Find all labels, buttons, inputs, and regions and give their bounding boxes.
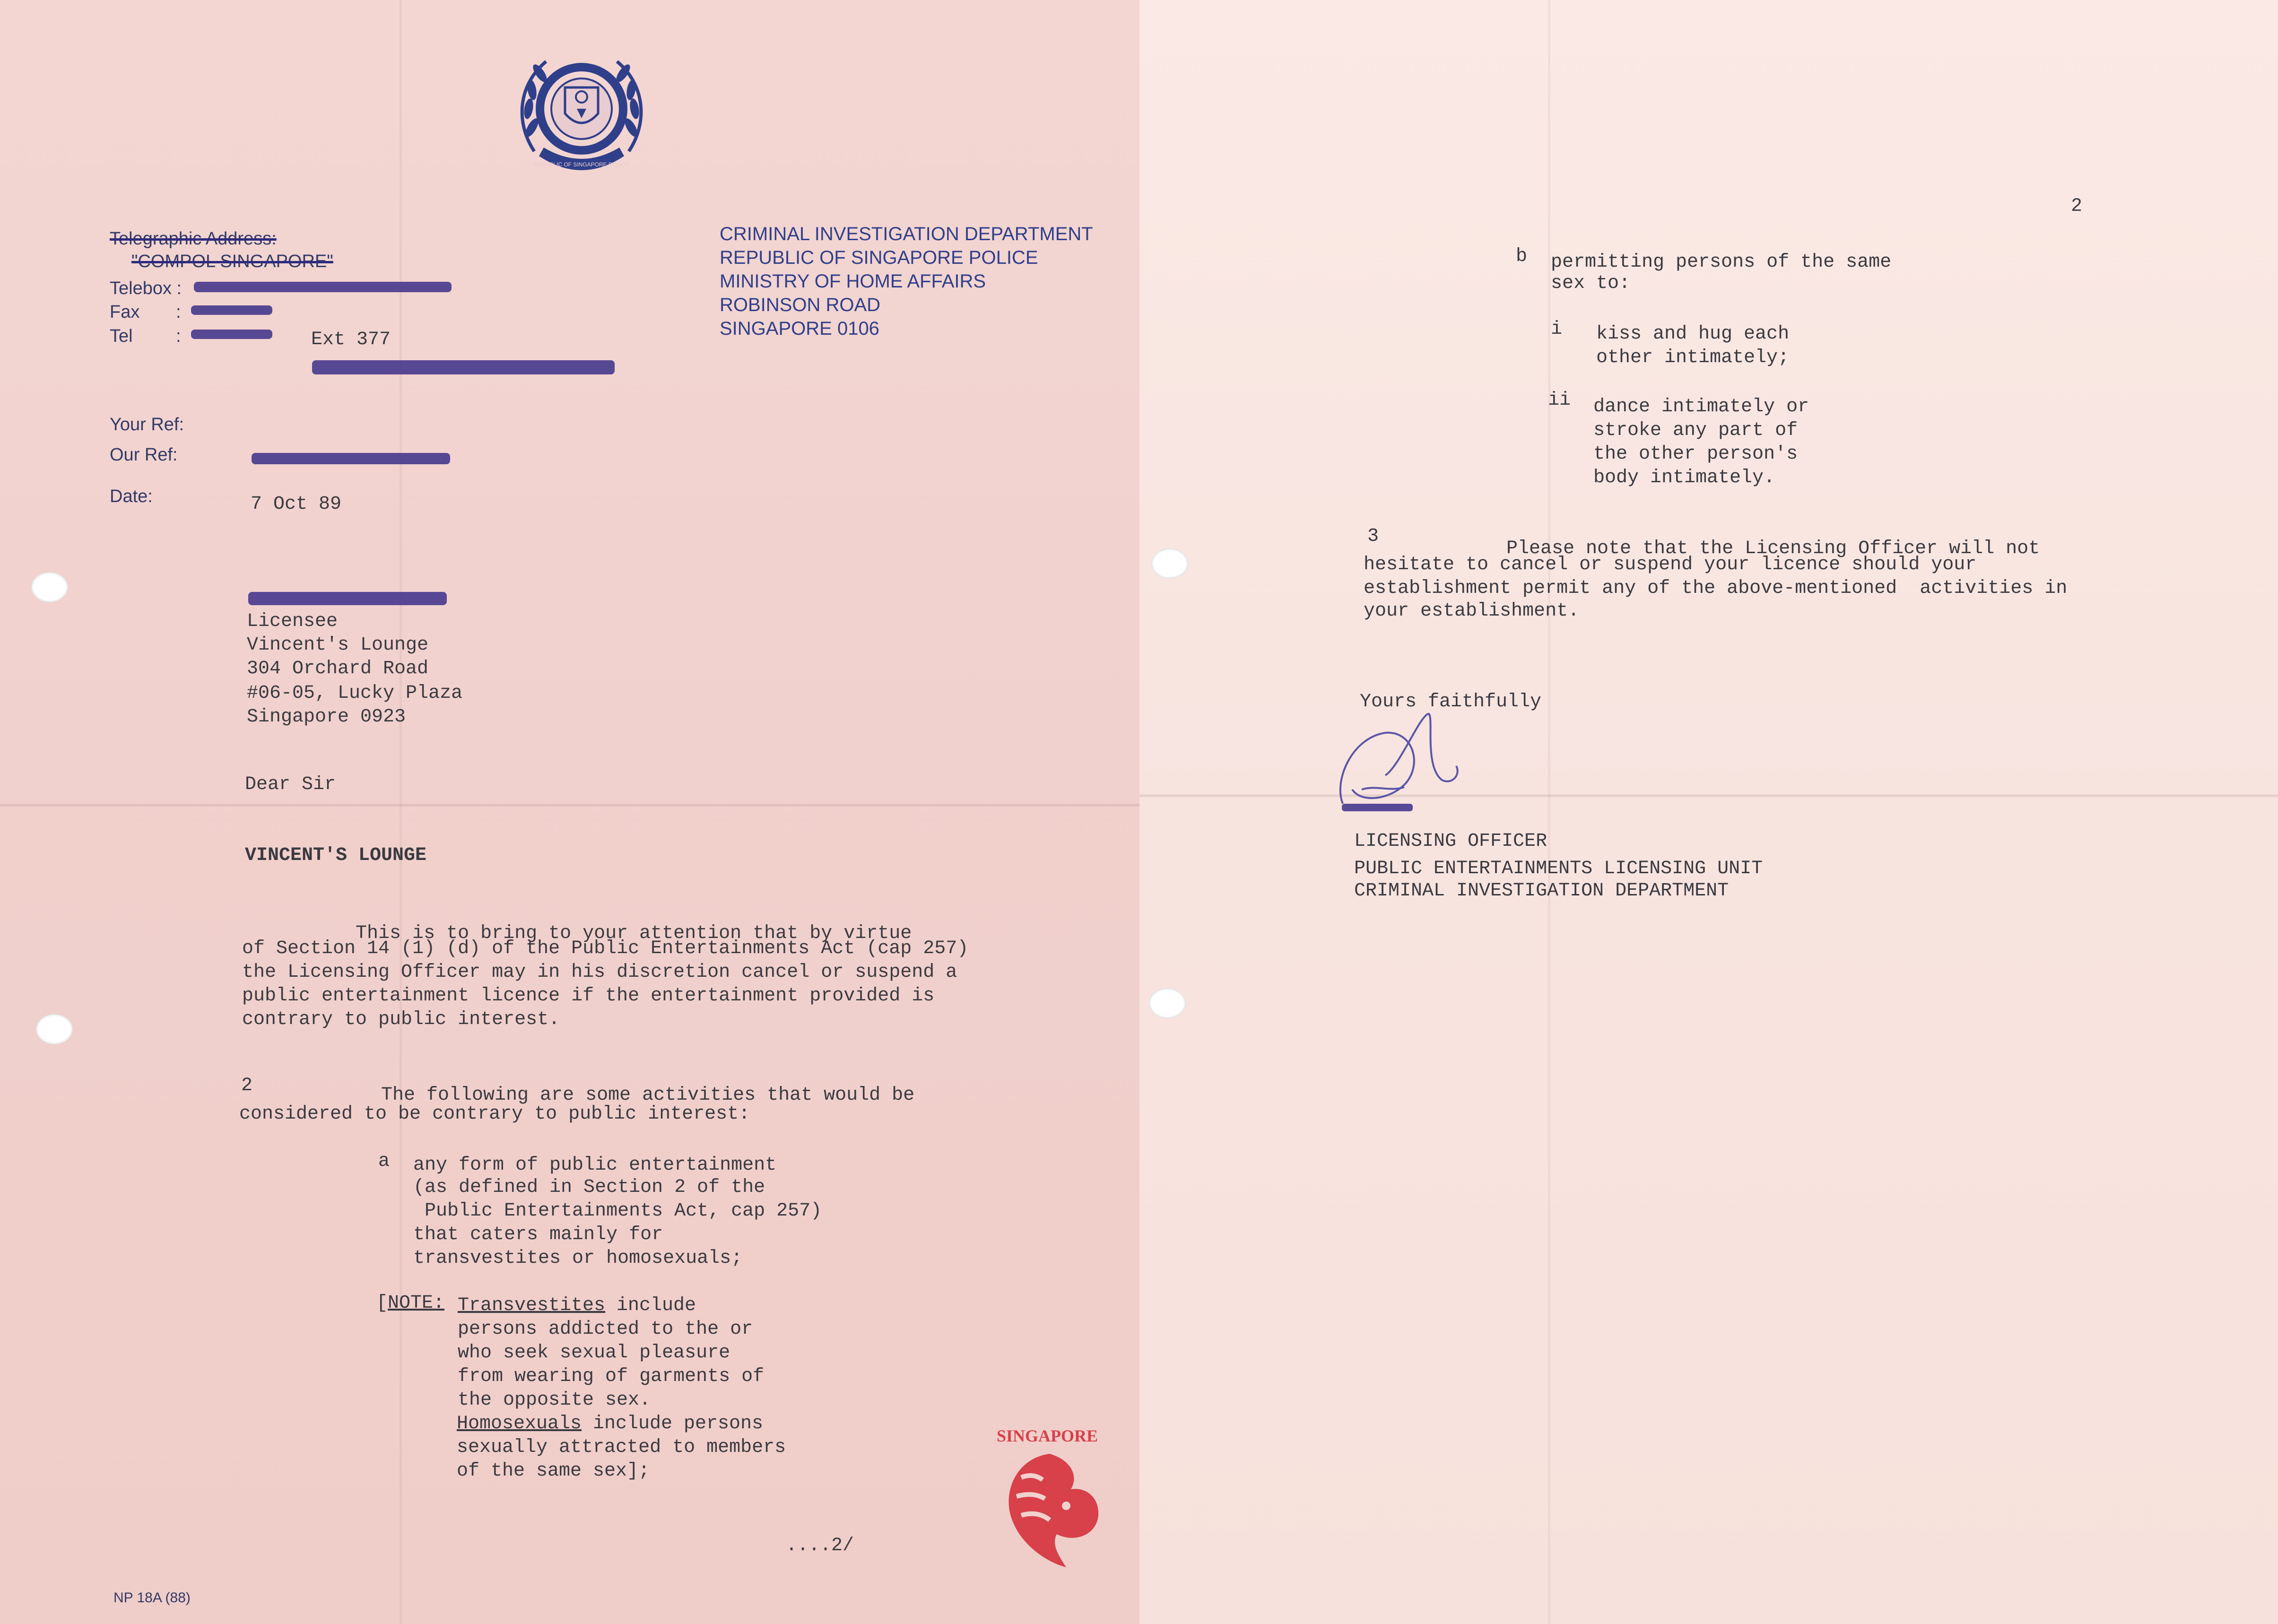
salutation: Dear Sir [245,774,336,795]
fold-crease [1548,0,1550,1624]
date-label: Date: [110,486,153,506]
paragraph-3-line: your establishment. [1364,600,1580,622]
address-line: Singapore 0923 [247,706,406,728]
telegraphic-address-label: Telegraphic Address: [110,229,277,249]
note-label: NOTE: [388,1293,445,1314]
signature-title-line: PUBLIC ENTERTAINMENTS LICENSING UNIT [1354,858,1763,879]
redaction-mark [191,305,272,315]
your-ref-label: Your Ref: [110,415,184,434]
item-a-line: transvestites or homosexuals; [413,1248,743,1269]
telegraphic-address-value: "COMPOL SINGAPORE" [131,252,333,271]
police-crest-emblem [506,43,657,184]
item-a-line: any form of public entertainment [413,1155,777,1176]
continuation-marker: ....2/ [786,1535,854,1556]
emblem-ring-text: REPUBLIC OF SINGAPORE POLICE [533,161,630,168]
tel-colon: : [176,326,181,346]
signature-title-line: LICENSING OFFICER [1354,831,1548,852]
note-line: include [605,1295,696,1316]
paragraph-3-line: Please note that the Licensing Officer will not [1506,538,2040,559]
address-line: #06-05, Lucky Plaza [247,683,463,704]
signature-title-line: CRIMINAL INVESTIGATION DEPARTMENT [1354,880,1729,902]
department-line: SINGAPORE 0106 [720,318,879,339]
subject-heading: VINCENT'S LOUNGE [245,845,427,866]
redaction-mark [248,592,447,605]
paragraph-2-line: The following are some activities that would be [381,1085,915,1106]
note-line: the opposite sex. [458,1390,651,1411]
address-line: Licensee [247,611,338,632]
letter-page-2 [1139,0,2278,1624]
department-line: REPUBLIC OF SINGAPORE POLICE [720,247,1038,268]
department-line: ROBINSON ROAD [720,295,881,315]
paragraph-3-number: 3 [1367,526,1379,547]
item-i-line: kiss and hug each [1596,323,1790,345]
item-a-line: (as defined in Section 2 of the [413,1177,765,1198]
fold-crease [0,804,1139,807]
item-ii-line: dance intimately or [1593,396,1809,417]
department-line: CRIMINAL INVESTIGATION DEPARTMENT [720,224,1093,244]
paragraph-1-line: the Licensing Officer may in his discretion cancel or suspend a [242,962,957,983]
note-line: who seek sexual pleasure [458,1342,730,1363]
item-i-line: other intimately; [1596,347,1790,368]
note-line: of the same sex]; [457,1460,650,1482]
redaction-mark [252,453,450,464]
fold-crease [400,0,402,1624]
punch-hole [1151,548,1188,579]
note-line: sexually attracted to members [457,1437,786,1458]
item-b-label: b [1516,246,1528,267]
note-line: persons addicted to the or [458,1319,753,1340]
item-b-line: permitting persons of the same [1551,252,1892,273]
paragraph-1-line: public entertainment licence if the entertainment provided is [242,985,935,1007]
item-ii-label: ii [1548,390,1571,411]
note-line: from wearing of garments of [458,1366,765,1387]
page-number: 2 [2071,196,2083,217]
punch-hole [1149,988,1186,1018]
paragraph-1-line: This is to bring to your attention that by virtue [242,923,912,944]
singapore-logo-text: SINGAPORE [997,1426,1098,1445]
note-bracket: [ [376,1293,388,1314]
address-line: Vincent's Lounge [247,634,429,656]
our-ref-label: Our Ref: [110,445,178,465]
item-i-label: i [1551,319,1563,340]
item-a-label: a [378,1151,390,1172]
punch-hole [36,1014,73,1044]
note-line: include persons [582,1413,764,1434]
fax-colon: : [176,302,181,322]
handwritten-signature [1333,709,1475,832]
redaction-mark [312,360,615,374]
item-ii-line: the other person's [1593,443,1798,465]
punch-hole [31,572,68,602]
fax-label: Fax [110,302,140,322]
fold-crease [1139,794,2278,797]
paragraph-1-line: contrary to public interest. [242,1009,560,1030]
extension-number: Ext 377 [311,329,391,350]
closing: Yours faithfully [1360,691,1542,712]
paragraph-3-line: establishment permit any of the above-mentioned activities in [1364,578,2068,599]
redaction-mark [194,282,452,292]
item-b-line: sex to: [1551,273,1631,294]
item-a-line: Public Entertainments Act, cap 257) [413,1200,822,1222]
item-ii-line: body intimately. [1593,467,1775,488]
form-code: NP 18A (88) [113,1590,191,1606]
paragraph-1-line: of Section 14 (1) (d) of the Public Entertainments Act (cap 257) [242,938,969,959]
letter-date: 7 Oct 89 [251,494,342,515]
paragraph-2-number: 2 [241,1075,253,1096]
tel-label: Tel [110,326,133,346]
paragraph-2-line: considered to be contrary to public interest: [239,1103,750,1125]
merlion-logo-icon [995,1444,1104,1577]
item-ii-line: stroke any part of [1593,420,1798,441]
paragraph-3-line: hesitate to cancel or suspend your licence should your [1364,554,1977,575]
department-line: MINISTRY OF HOME AFFAIRS [720,271,986,292]
address-line: 304 Orchard Road [247,658,429,679]
redaction-mark [191,330,272,339]
telex-label: Telebox : [110,278,182,298]
note-term-homosexuals: Homosexuals [457,1413,582,1434]
note-term-transvestites: Transvestites [458,1295,606,1316]
item-a-line: that caters mainly for [413,1224,663,1245]
